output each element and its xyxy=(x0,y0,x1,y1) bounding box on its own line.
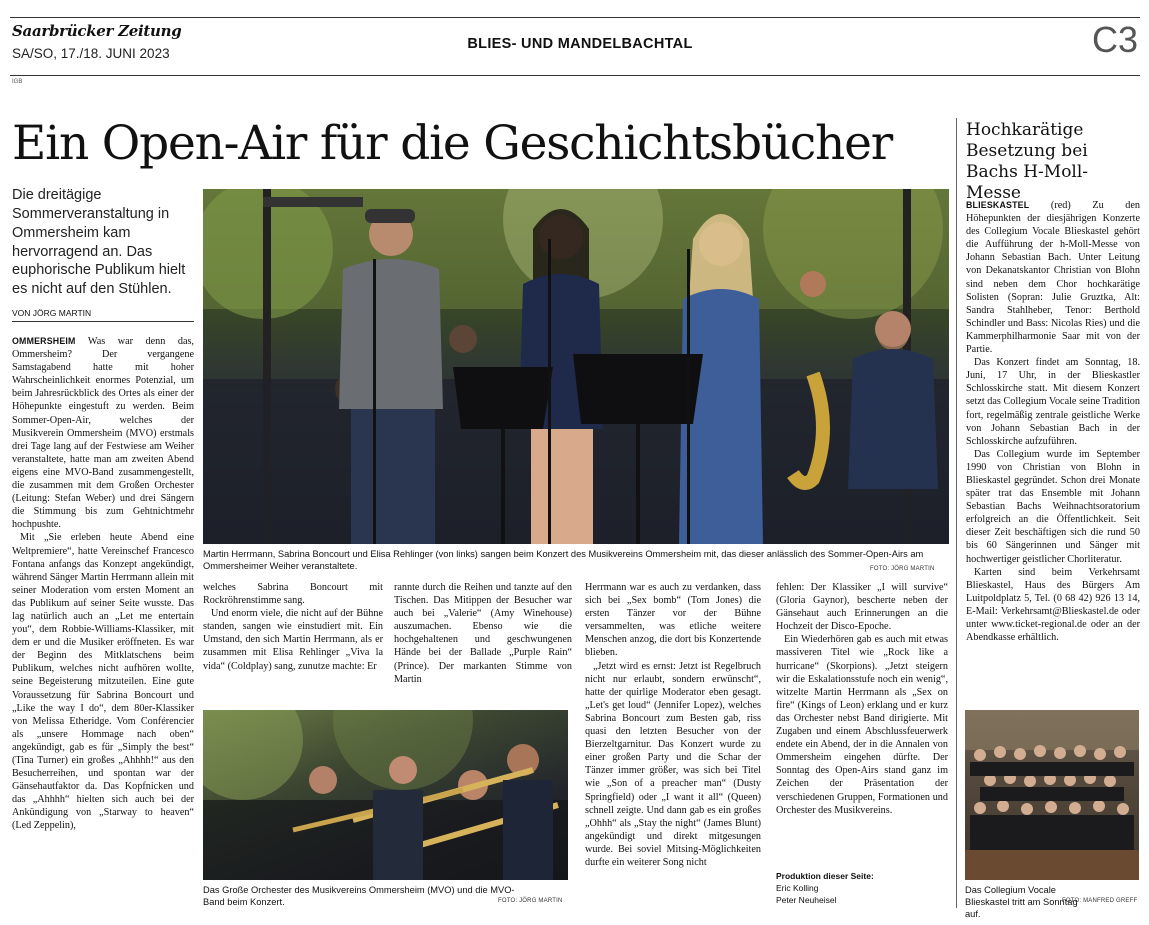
sidebar-divider xyxy=(956,118,957,908)
orchestra-photo-credit: FOTO: JÖRG MARTIN xyxy=(498,898,563,904)
article-column-5 xyxy=(776,581,948,866)
page-production-credits xyxy=(776,870,948,906)
article-dateline: OMMERSHEIM xyxy=(12,336,76,346)
article-paragraph: Ein Wiederhören gab es auch mit etwas massiveren Titel wie „Rock like a hurricane“ (Skorpions). „Jetzt steigern wir die Eskalationsstufe noch ein wenig“, witzelte Martin Herrmann als „Sex on fire“ (Kings of Leon) erklang und er kurz das Orchester nebst Band dirigierte. Mit Zugaben und einem Abschlussfeuerwerk endete ein Abend, der in die Annalen von Ommersheim eingehen dürfte. Der Sonntag des Open-Airs stand ganz im Zeichen der Präsentation der verschiedenen Gruppen, Formationen und Orchester des Musikvereins. xyxy=(776,634,948,816)
main-concert-photo xyxy=(203,189,949,544)
section-title: BLIES- UND MANDELBACHTAL xyxy=(467,36,693,52)
sidebar-dateline: BLIESKASTEL xyxy=(966,200,1030,210)
article-paragraph: „Jetzt wird es ernst: Jetzt ist Regelbruch nicht nur erlaubt, sondern erwünscht“, hatte der quirlige Moderator eben gesagt. „Let's get loud“ (Jennifer Lopez), welches Sabrina Boncourt zum Besten gab, riss quasi den letzten Besucher von der Bierzeltgarnitur. Das Konzert wurde zu einer großen Party und die Schar der Tänzer immer größer, was sich bei Titel wie „Son of a preacher man“ (Dusty Springfield) oder „I want it all“ (Queen) schnell zeigte. Und dann gab es ein großes „Ohhh“ als „Stay the night“ (James Blunt) angekündigt und direkt mitgesungen wurde. Bei soviel Mitsing-Möglichkeiten durfte ein weiterer Song nicht xyxy=(585,660,761,868)
article-column-3 xyxy=(394,581,572,703)
article-paragraph: Und enorm viele, die nicht auf der Bühne standen, sangen wie einstudiert mit. Ein Umstand, den sich Martin Herrmann, als er zusammen mit Elisa Rehlinger „Viva la vida“ (Coldplay) sang, zunutze machte: Er xyxy=(203,608,383,672)
article-paragraph xyxy=(12,335,194,531)
article-paragraph: Mit „Sie erleben heute Abend eine Weltpremiere“, hatte Vereinschef Francesco Fontana anfangs das Konzept angekündigt, während Sänger Martin Herrmann allein mit seiner Moderation vom ersten Moment an das Publikum auf seiner Seite wusste. Das lag natürlich auch an „Let me entertain you“, dem Robbie-Williams-Klassiker, mit dem er und die Musiker eröffneten. Es war der Beginn des Mitklatschens beim Publikum, welches nicht aufhören wollte, seine Begeisterung mitzuteilen. Eine gute Voraussetzung für Sabrina Boncourt und „Like the way I do“, dem 80er-Klassiker von Melissa Etheridge. Vom Conférencier als „unsere Hommage nach oben“ angekündigt, gab es für „Simply the best“ (Tina Turner) ein großes „Ahhhh!“ aus den Besucherreihen, und spontan war der Gänsehautfaktor da. Das Kopfnicken und das „Ahhhh“ hielten sich auch bei der Ankündigung von „Starway to heaven“ (Led Zeppelin), xyxy=(12,532,194,832)
article-column-4 xyxy=(585,581,761,911)
article-headline: Ein Open-Air für die Geschichtsbücher xyxy=(12,116,892,171)
article-byline: VON JÖRG MARTIN xyxy=(12,308,194,322)
article-paragraph: Herrmann war es auch zu verdanken, dass sich bei „Sex bomb“ (Tom Jones) die ersten Tänzer vor der Bühne versammelten, was etliche weitere Menschen anzog, die dort bis Konzertende blieben. xyxy=(585,582,761,659)
paragraph-text: (red) Zu den Höhepunkten der diesjährigen Konzerte des Collegium Vocale Blieskastel gehört die Aufführung der h-Moll-Messe von Johann Sebastian Bach. Unter Leitung von Dekanatskantor Christian von Blohn sind neben dem Chor hochkarätige Solisten (Sopran: Julie Gruztka, Alt: Sandra Stahlheber, Tenor: Berthold Schindler und Bass: Nicolas Ries) und die Kammerphilharmonie Saar mit von der Partie. xyxy=(966,200,1140,356)
choir-photo-illustration xyxy=(965,710,1139,880)
sidebar-paragraph xyxy=(966,199,1140,356)
orchestra-photo-illustration xyxy=(203,710,568,880)
page-number: C3 xyxy=(1091,19,1138,60)
sidebar-paragraph: Das Collegium wurde im September 1990 von Christian von Blohn in Blieskastel gegründet. Schon drei Monate später trat das Ensemble mit Johann Sebastian Bachs Weihnachtsoratorium erfolgreich an die Öffentlichkeit. Seit dieser Zeit beschäftigen sich die rund 50 bis 60 Sängerinnen und Sänger mit hochwertiger geistlicher Chorliteratur. xyxy=(966,448,1140,565)
credits-heading: Produktion dieser Seite: xyxy=(776,871,874,881)
edition-code: IGB xyxy=(12,79,23,85)
credits-name: Eric Kolling xyxy=(776,883,819,893)
article-column-2 xyxy=(203,581,383,703)
paragraph-text: Was war denn das, Ommersheim? Der vergangene Samstagabend hatte mit hoher Wahrscheinlichkeit enormes Potenzial, um beim Jahresrückblick des Ortes als einer der Höhepunkte eingestuft zu werden. Beim Sommer-Open-Air, welches der Musikverein Ommersheim (MVO) erstmals drei Tage lang auf der Festwiese am Weiher veranstaltete, hatte man am zweiten Abend eigens eine MVO-Band zusammengestellt, die zusammen mit dem Großen Orchester (Leitung: Stefan Weber) und drei Sängern die Stimmung bis zum Gehtnichtmehr hochpushte. xyxy=(12,336,194,531)
choir-photo-credit: FOTO: MANFRED GREFF xyxy=(1062,898,1138,904)
choir-photo xyxy=(965,710,1139,880)
article-column-1 xyxy=(12,335,194,915)
main-photo-credit: FOTO: JÖRG MARTIN xyxy=(870,566,935,572)
header-bottom-rule xyxy=(10,75,1140,76)
credits-name: Peter Neuheisel xyxy=(776,895,837,905)
main-photo-caption: Martin Herrmann, Sabrina Boncourt und Elisa Rehlinger (von links) sangen beim Konzert des Musikvereins Ommersheim mit, das dieser anlässlich des Sommer-Open-Airs am Ommersheimer Weiher veranstaltete. xyxy=(203,549,924,571)
orchestra-photo xyxy=(203,710,568,880)
article-paragraph: rannte durch die Reihen und tanzte auf den Tischen. Das Mitippen der Besucher war auch bei „Valerie“ (Amy Winehouse) auszumachen. Ebenso wie die hochgehaltenen und geschwungenen Hände bei der Ballade „Purple Rain“ (Prince). Der markanten Stimme von Martin xyxy=(394,582,572,685)
article-subhead: Die dreitägige Sommerveranstaltung in Ommersheim kam hervorragend an. Das euphorische Publikum hielt es nicht auf den Stühlen. xyxy=(12,187,186,298)
article-paragraph: fehlen: Der Klassiker „I will survive“ (Gloria Gaynor), bescherte neben der Gänsehaut auch Erinnerungen an die Hochzeit der Disco-Epoche. xyxy=(776,582,948,633)
sidebar-paragraph: Karten sind beim Verkehrsamt Blieskastel, Haus des Bürgers Am Luitpoldplatz 5, Tel. (0 68 42) 926 13 14, E-Mail: Verkehrsamt@Blieskastel.de oder unter www.ticket-regional.de oder an der Abendkasse erhältlich. xyxy=(966,566,1140,644)
orchestra-photo-caption: Das Große Orchester des Musikvereins Ommersheim (MVO) und die MVO-Band beim Konzert. xyxy=(203,885,515,907)
sidebar-headline: Hochkarätige Besetzung bei Bachs H-Moll-Messe xyxy=(966,120,1089,203)
sidebar-column xyxy=(966,199,1140,704)
main-photo-illustration xyxy=(203,189,949,544)
choir-photo-caption: Das Collegium Vocale Blieskastel tritt am Sonntag auf. xyxy=(965,885,1078,919)
article-paragraph: welches Sabrina Boncourt mit Rockröhrenstimme sang. xyxy=(203,582,383,607)
sidebar-paragraph: Das Konzert findet am Sonntag, 18. Juni, 17 Uhr, in der Blieskastler Schlosskirche statt. Mit diesem Konzert setzt das Collegium Vocale seine Tradition fort, regelmäßig zentrale geistliche Werke von Johann Sebastian Bach in der Schlosskirche aufzuführen. xyxy=(966,357,1140,447)
masthead-logo: Saarbrücker Zeitung xyxy=(12,22,182,40)
issue-date: SA/SO, 17./18. JUNI 2023 xyxy=(12,46,170,61)
header-top-rule xyxy=(10,17,1140,18)
